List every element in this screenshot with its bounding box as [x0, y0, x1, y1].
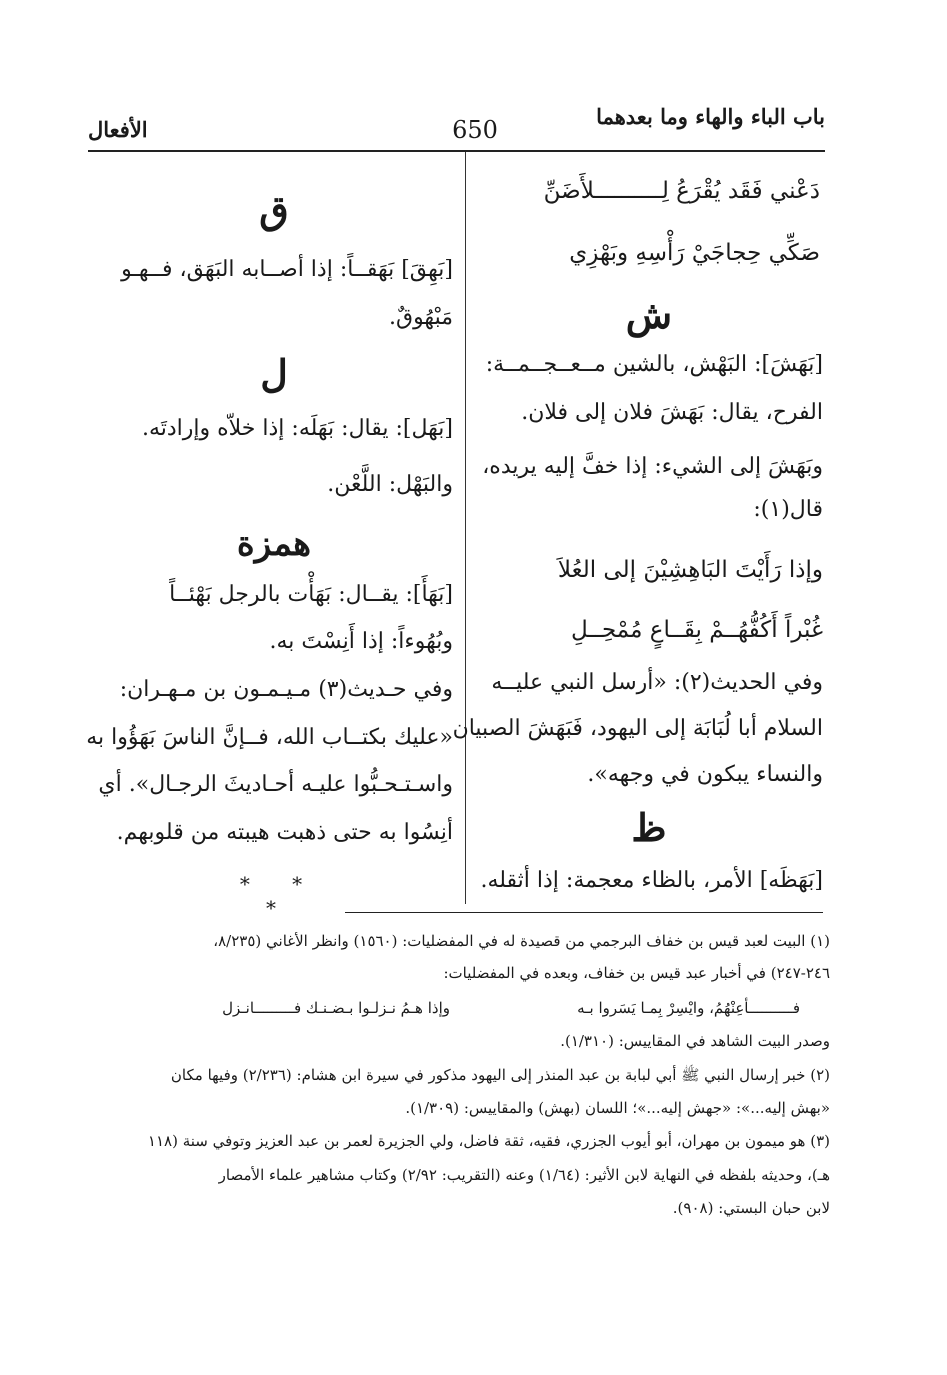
entry-line: وفي حـديث(٣) مـيـمـون بن مـهـران:	[119, 677, 453, 702]
entry-line: أنِسُوا به حتى ذهبت هيبته من قلوبهم.	[116, 820, 453, 845]
entry-line: الفرح، يقال: بَهَشَ فلان إلى فلان.	[521, 400, 823, 425]
section-heading-za: ظ	[631, 805, 667, 850]
entry-line: [بَهِقَ] بَهَقــاً: إذا أصــابه البَهَق، فــهـو	[121, 257, 453, 282]
footnote-line: لابن حبان البستي: (٩٠٨).	[672, 1199, 830, 1217]
section-heading-shin: ش	[625, 292, 673, 337]
entry-line: واسـتـحـبُّوا عليـه أحـاديثَ الرجـال». أي	[98, 772, 453, 797]
section-heading-hamza: همزة	[236, 524, 312, 564]
entry-line: [بَهَأَ]: يقــال: بَهَأْت بالرجل بَهْئــاً	[169, 582, 453, 607]
section-separator-stars: * * *	[239, 872, 321, 920]
entry-line: قال(١):	[753, 497, 823, 522]
footnote-rule	[345, 912, 823, 913]
footnote-line: «بهش إليه...»: «جهش إليه...»؛ اللسان (بهش) والمقاييس: (١/٣٠٩).	[405, 1099, 830, 1117]
entry-line: وفي الحديث(٢): «أرسل النبي عليــه	[491, 670, 823, 695]
footnote-line: ٢٤٦-٢٤٧) في أخبار عبد قيس بن خفاف، وبعده في المفضليات:	[443, 964, 830, 982]
entry-line: وبَهَشَ إلى الشيء: إذا خفَّ إليه يريده،	[482, 454, 823, 479]
entry-line: [بَهَل]: يقال: بَهَلَه: إذا خلاّه وإرادتَه.	[141, 416, 453, 441]
entry-line: «عليك بكتــاب الله، فــإنَّ الناسَ بَهَؤُوا به	[86, 725, 453, 750]
footnote-line: (٢) خبر إرسال النبي ﷺ أبي لبابة بن عبد المنذر إلى اليهود مذكور في سيرة ابن هشام: (٢/٢٣٦) وفيها مكان	[170, 1066, 830, 1084]
poem-verse: وإذا رَأَيْتَ البَاهِشِيْنَ إلى العُلاَ	[557, 557, 823, 583]
poem-verse: غُبْراً أَكُفُّهُــمْ بِقَــاعٍ مُمْحِــلِ	[571, 617, 823, 643]
footnote-line: (١) البيت لعبد قيس بن خفاف البرجمي من قصيدة له في المفضليات: (١٥٦٠) وانظر الأغاني (٨/٢٣٥،	[213, 932, 830, 950]
running-head-chapter: باب الباء والهاء وما بعدهما	[596, 104, 825, 129]
poem-verse: دَعْني فَقَد يُقْرَعُ لِــــــــــلأَضَنِّ	[543, 178, 820, 204]
entry-line: والنساء يبكون في وجهه».	[587, 762, 823, 787]
footnote-line: هـ)، وحديثه بلفظه في النهاية لابن الأثير: (١/٦٤) وعنه (التقريب: ٢/٩٢) وكتاب مشاهير علماء الأمصار	[218, 1166, 830, 1184]
footnote-verse-second-hemistich: وإذا هـمُ نـزلـوا بـضـنـك فـــــــــانـزل	[222, 999, 450, 1017]
poem-verse: صَكِّي حِجاجَيْ رَأْسِهِ وبَهْزِي	[569, 240, 820, 266]
header-rule	[88, 150, 825, 152]
footnote-line: وصدر البيت الشاهد في المقاييس: (١/٣١٠).	[560, 1032, 830, 1050]
entry-line: [بَهَظَه] الأمر، بالظاء معجمة: إذا أثقله.	[480, 868, 823, 893]
entry-line: وبُهُوءاً: إذا أَنِسْتَ به.	[269, 629, 453, 654]
section-heading-lam: ل	[260, 351, 288, 396]
footnote-verse-first-hemistich: فــــــــــأعِنْهُمُ، وايْسِرْ بِمـا يَسَروا بـه	[577, 999, 800, 1017]
page-number: 650	[452, 116, 498, 144]
column-divider	[465, 152, 466, 904]
running-head-section: الأفعال	[88, 117, 148, 142]
footnote-line: (٣) هو ميمون بن مهران، أبو أيوب الجزري، فقيه، ثقة فاضل، ولي الجزيرة لعمر بن عبد العزيز وتوفي سنة (١١٨	[147, 1132, 830, 1150]
entry-line: السلام أبا لُبَابَة إلى اليهود، فَبَهَشَ الصبيان	[452, 716, 823, 741]
entry-line: والبَهْل: اللَّعْن.	[327, 472, 453, 497]
entry-line: [بَهَشَ]: البَهْش، بالشين مــعــجــمــة:	[485, 352, 823, 377]
section-heading-qaf: ق	[259, 187, 289, 232]
entry-line: مَبْهُوقٌ.	[389, 305, 453, 330]
